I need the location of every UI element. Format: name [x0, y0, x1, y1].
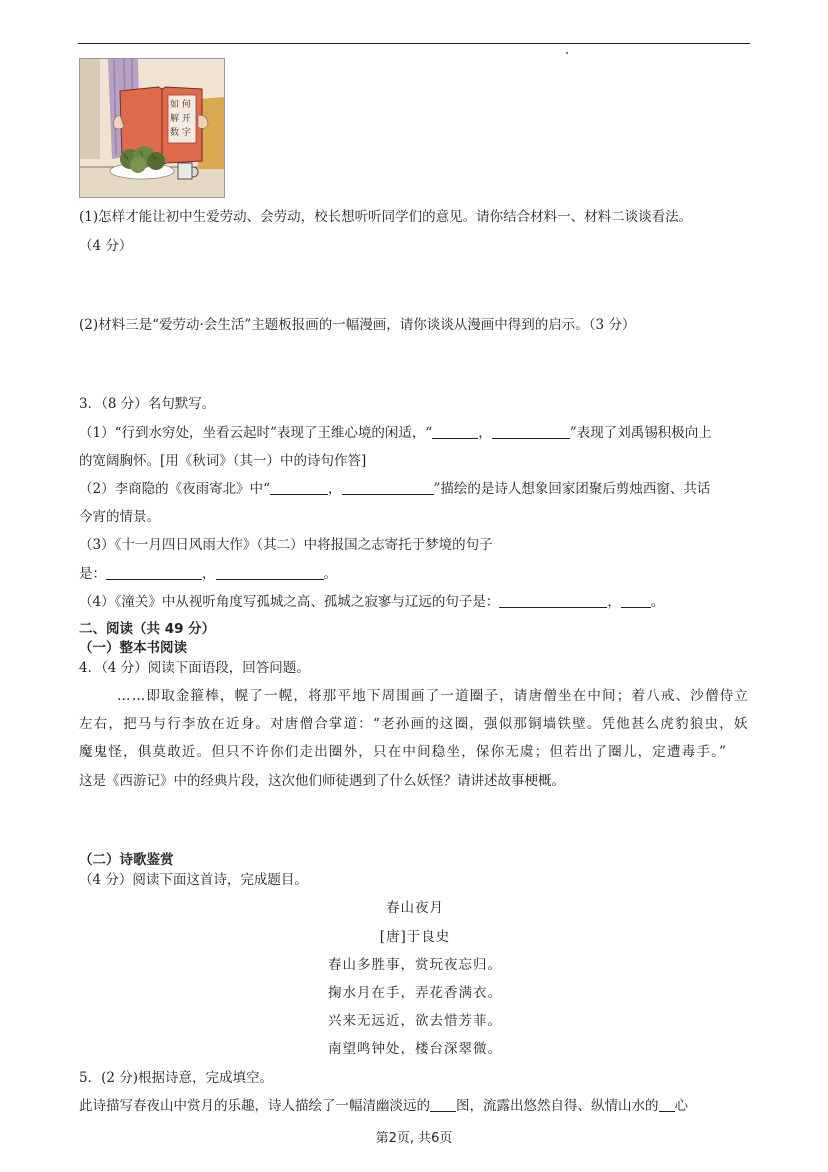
q3-item3-blank-b[interactable] — [216, 565, 324, 580]
svg-text:数 字: 数 字 — [170, 128, 191, 138]
svg-text:如 何: 如 何 — [170, 100, 191, 110]
q3-item3-sep: ， — [202, 566, 216, 582]
q3-item3-prefix: 是： — [79, 566, 106, 582]
poem-line-3: 兴来无远近，欲去惜芳菲。 — [328, 1013, 502, 1029]
poem-line-4: 南望鸣钟处，楼台深翠微。 — [328, 1041, 502, 1057]
q4-question: 这是《西游记》中的经典片段，这次他们师徒遇到了什么妖怪？请讲述故事梗概。 — [79, 773, 565, 789]
q3-item1-prefix: （1）“行到水穷处，坐看云起时”表现了王维心境的闲适，“ — [79, 425, 433, 441]
q3-item2-line2: 今宵的情景。 — [79, 509, 160, 525]
q3-item1-suffix: ”表现了刘禹锡积极向上 — [569, 425, 712, 441]
poem-author: [唐]于良史 — [379, 929, 451, 945]
cartoon-drawing — [80, 59, 224, 197]
q1-text: (1)怎样才能让初中生爱劳动、会劳动，校长想听听同学们的意见。请你结合材料一、材料二谈谈看法。 — [79, 209, 693, 225]
q3-item2-line1 — [79, 479, 710, 499]
q3-item1-line1 — [79, 423, 712, 443]
q3-item4-blank-b[interactable] — [621, 593, 651, 608]
q4-header: 4．（4 分）阅读下面语段，回答问题。 — [79, 660, 310, 676]
q5-prefix: 此诗描写春夜山中赏月的乐趣，诗人描绘了一幅清幽淡远的 — [79, 1098, 430, 1114]
q3-item3-end: 。 — [323, 566, 337, 582]
q5-blank-b[interactable] — [659, 1097, 675, 1112]
q3-item4-blank-a[interactable] — [499, 593, 607, 608]
q3-item3-blank-a[interactable] — [106, 565, 202, 580]
q3-item4-end: 。 — [650, 594, 665, 610]
q3-item1-blank-a[interactable] — [432, 424, 478, 439]
q3-item1-blank-b[interactable] — [492, 424, 570, 439]
q3-item2-sep: ， — [328, 481, 342, 497]
q2-text: (2)材料三是“爱劳动·会生活”主题板报画的一幅漫画，请你谈谈从漫画中得到的启示。（3 分） — [79, 317, 636, 333]
q4-para-line3: 魔鬼怪，俱莫敢近。但只不许你们走出圈外，只在中间稳坐，保你无虞；但若出了圈儿，定遭毒手。” — [79, 744, 728, 760]
q3-item4-prefix: （4）《潼关》中从视听角度写孤城之高、孤城之寂寥与辽远的句子是： — [79, 594, 500, 610]
poem-line-1: 春山多胜事，赏玩夜忘归。 — [328, 957, 502, 973]
header-rule — [78, 43, 750, 44]
q5-header: 5．(2 分)根据诗意，完成填空。 — [79, 1070, 274, 1086]
q4-para-line2: 左右，把马与行李放在近身。对唐僧合掌道：“老孙画的这圈，强似那铜墙铁壁。凭他甚么虎豹狼虫，妖 — [79, 716, 749, 732]
q3-header: 3．（8 分）名句默写。 — [79, 396, 216, 412]
q3-item2-prefix: （2）李商隐的《夜雨寄北》中“ — [79, 481, 270, 497]
q3-item2-blank-a[interactable] — [270, 480, 328, 495]
section2-sub2: （二）诗歌鉴赏 — [79, 852, 174, 868]
poem-title: 春山夜月 — [386, 900, 444, 916]
poem-intro: （4 分）阅读下面这首诗，完成题目。 — [79, 872, 308, 888]
q3-item3-line2 — [79, 564, 337, 584]
q3-item4-line1 — [79, 592, 664, 612]
q5-middle: 图，流露出悠然自得、纵情山水的 — [456, 1098, 659, 1114]
q5-blank-a[interactable] — [430, 1097, 456, 1112]
poem-line-2: 掬水月在手，弄花香满衣。 — [328, 985, 502, 1001]
q3-item1-sep: ， — [478, 425, 492, 441]
q3-item3-line1: （3）《十一月四日风雨大作》（其二）中将报国之志寄托于梦境的句子 — [79, 537, 493, 553]
q3-item2-blank-b[interactable] — [342, 480, 434, 495]
q5-suffix: 心 — [674, 1098, 688, 1114]
q5-text — [79, 1096, 688, 1116]
section2-sub1: （一）整本书阅读 — [79, 640, 187, 656]
q4-para-line1: ……即取金箍棒，幌了一幌，将那平地下周围画了一道圈子，请唐僧坐在中间；着八戒、沙僧侍立 — [117, 688, 750, 704]
svg-text:解 开: 解 开 — [170, 114, 191, 124]
page-number: 第2页, 共6页 — [375, 1131, 453, 1146]
section2-title: 二、阅读（共 49 分） — [79, 621, 216, 637]
q1-score: （4 分） — [79, 238, 133, 254]
q3-item2-suffix: ”描绘的是诗人想象回家团聚后剪烛西窗、共话 — [433, 481, 711, 497]
q3-item1-line2: 的宽阔胸怀。[用《秋词》（其一）中的诗句作答] — [79, 453, 367, 469]
scan-dot — [566, 52, 568, 54]
q3-item4-sep: ， — [607, 594, 621, 610]
cartoon-image — [79, 58, 225, 198]
